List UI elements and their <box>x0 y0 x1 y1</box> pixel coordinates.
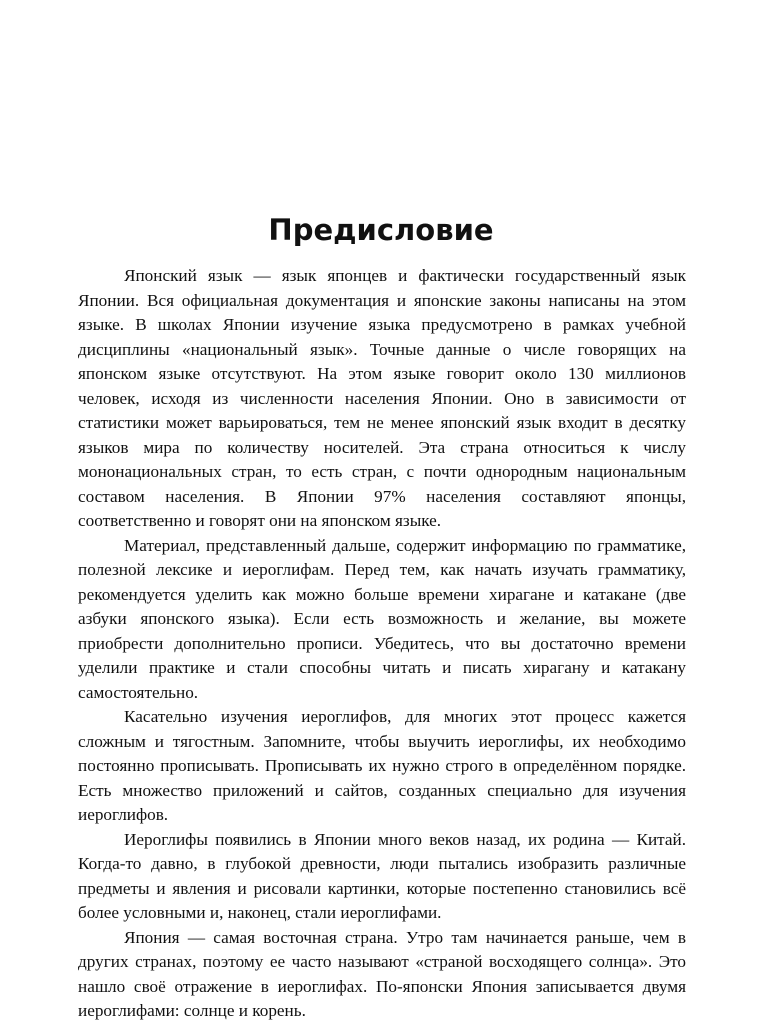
body-text <box>78 264 686 1024</box>
paragraph-3: Касательно изучения иероглифов, для многих этот процесс кажется сложным и тягостным. Запомните, чтобы выучить иероглифы, их необходимо постоянно прописывать. Прописывать их нужно строго в определённом порядке. Есть множество приложений и сайтов, созданных специально для изучения иероглифов. <box>78 707 686 824</box>
paragraph-4: Иероглифы появились в Японии много веков назад, их родина — Китай. Когда-то давно, в глубокой древности, люди пытались изобразить различные предметы и явления и рисовали картинки, которые постепенно становились всё более условными и, наконец, стали иероглифами. <box>78 829 686 922</box>
paragraph-2: Материал, представленный дальше, содержит информацию по грамматике, полезной лексике и иероглифам. Перед тем, как начать изучать грамматику, рекомендуется уделить как можно больше времени хирагане и катакане (две азбуки японского языка). Если есть возможность и желание, вы можете приобрести дополнительно прописи. Убедитесь, что вы достаточно времени уделили практике и стали способны читать и писать хирагану и катакану самостоятельно. <box>78 535 686 702</box>
paragraph-5: Япония — самая восточная страна. Утро там начинается раньше, чем в других странах, поэтому ее часто называют «страной восходящего солнца». Это нашло своё отражение в иероглифах. По-японски Япония записывается двумя иероглифами: солнце и корень. <box>78 927 686 1020</box>
page-title: Предисловие <box>268 213 494 247</box>
paragraph-1: Японский язык — язык японцев и фактически государственный язык Японии. Вся официальная документация и японские законы написаны на этом языке. В школах Японии изучение языка предусмотрено в рамках учебной дисциплины «национальный язык». Точные данные о числе говорящих на японском языке отсутствуют. На этом языке говорит около 130 миллионов человек, исходя из численности населения Японии. Оно в зависимости от статистики может варьироваться, тем не менее японский язык входит в десятку языков мира по количеству носителей. Эта страна относиться к числу мононациональных стран, то есть стран, с почти однородным национальным составом населения. В Японии 97% населения составляют японцы, соответственно и говорят они на японском языке. <box>78 266 686 530</box>
